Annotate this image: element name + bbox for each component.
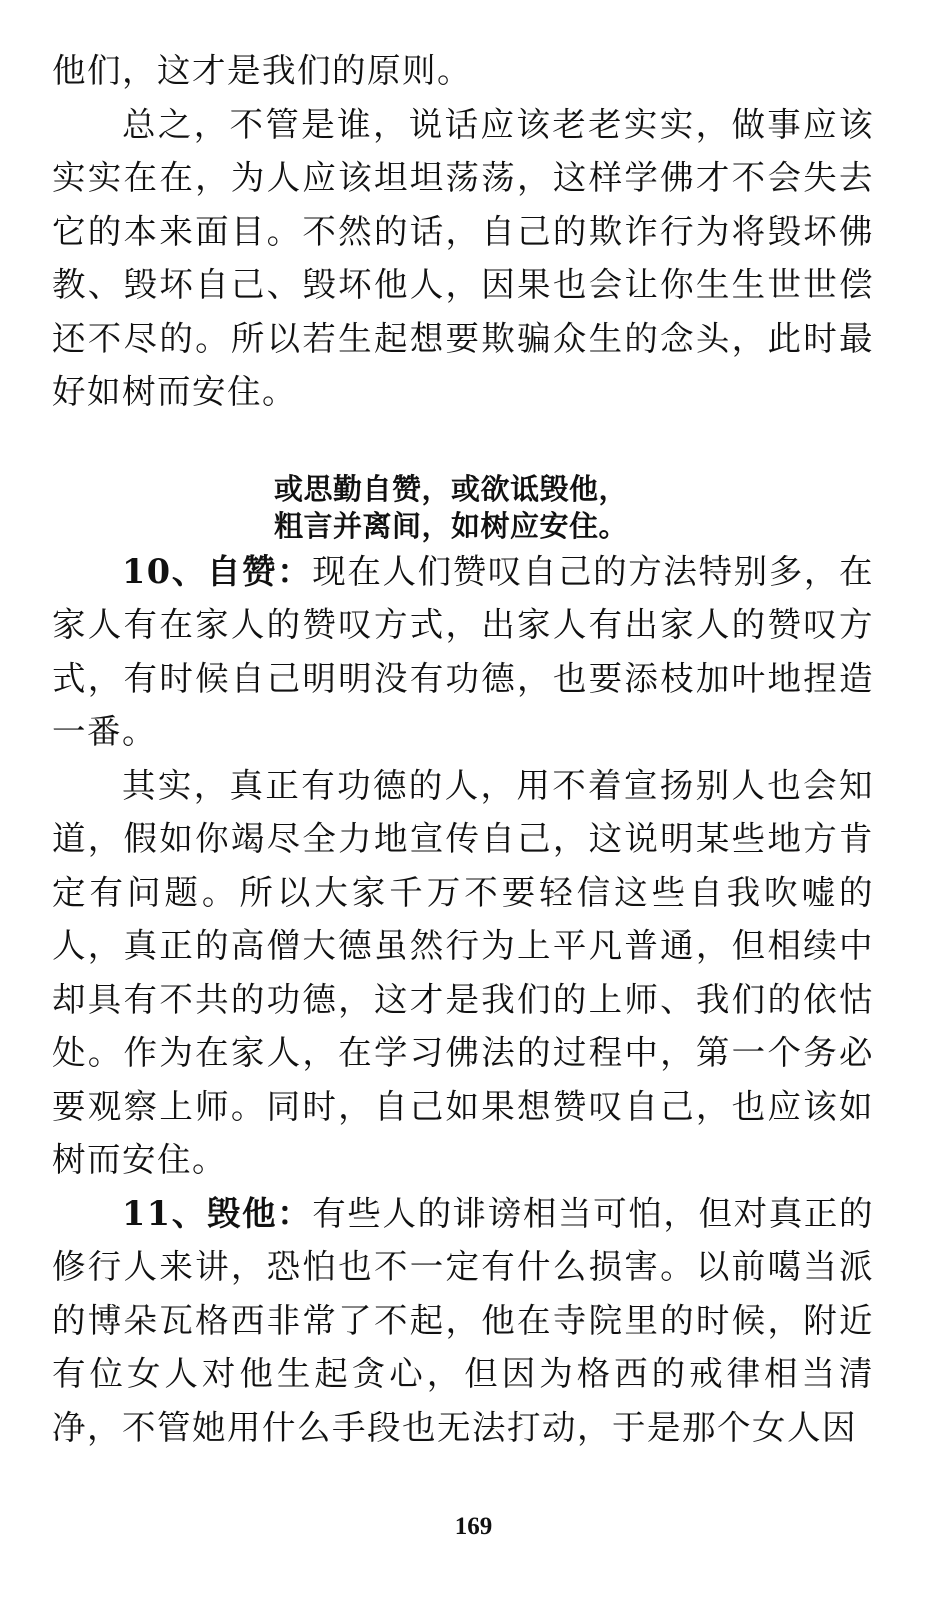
- section-11-heading: 11、毁他：: [122, 1193, 313, 1233]
- section-10-paragraph: [52, 545, 874, 759]
- section-11-body: 有些人的诽谤相当可怕，但对真正的修行人来讲，恐怕也不一定有什么损害。以前噶当派的博朵瓦格西非常了不起，他在寺院里的时候，附近有位女人对他生起贪心，但因为格西的戒律相当清净，不管她用什么手段也无法打动，于是那个女人因: [52, 1193, 874, 1447]
- section-11-paragraph: [52, 1187, 874, 1455]
- verse-block: [52, 471, 874, 545]
- verse-line-1: 或思勤自赞，或欲诋毁他，: [274, 471, 629, 506]
- section-10-body: 现在人们赞叹自己的方法特别多，在家人有在家人的赞叹方式，出家人有出家人的赞叹方式，有时候自己明明没有功德，也要添枝加叶地捏造一番。: [52, 551, 874, 751]
- paragraph-continuation: 他们，这才是我们的原则。: [52, 51, 472, 90]
- section-10-heading: 10、自赞：: [122, 551, 313, 591]
- section-10-paragraph-2: 其实，真正有功德的人，用不着宣扬别人也会知道，假如你竭尽全力地宣传自己，这说明某些地方肯定有问题。所以大家千万不要轻信这些自我吹嘘的人，真正的高僧大德虽然行为上平凡普通，但相续中却具有不共的功德，这才是我们的上师、我们的依怙处。作为在家人，在学习佛法的过程中，第一个务必要观察上师。同时，自己如果想赞叹自己，也应该如树而安住。: [52, 765, 874, 1179]
- paragraph-summary: 总之，不管是谁，说话应该老老实实，做事应该实实在在，为人应该坦坦荡荡，这样学佛才不会失去它的本来面目。不然的话，自己的欺诈行为将毁坏佛教、毁坏自己、毁坏他人，因果也会让你生生世世偿还不尽的。所以若生起想要欺骗众生的念头，此时最好如树而安住。: [52, 104, 874, 411]
- verse-line-2: 粗言并离间，如树应安住。: [274, 508, 629, 543]
- document-page: [52, 44, 874, 1454]
- page-number: 169: [454, 1513, 493, 1540]
